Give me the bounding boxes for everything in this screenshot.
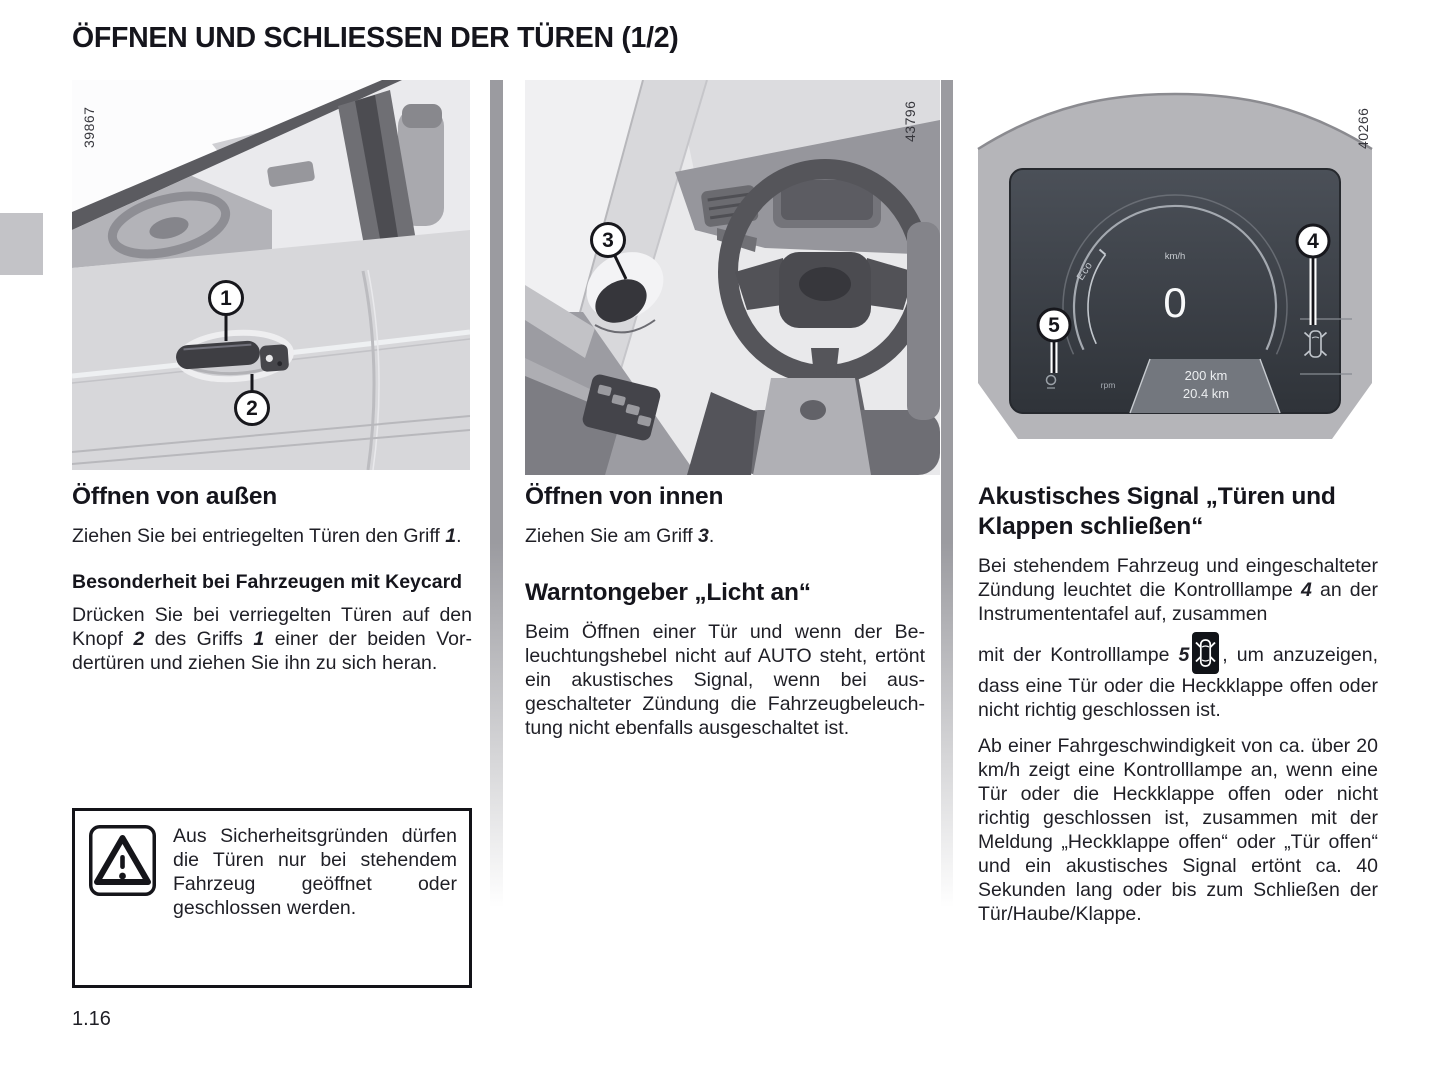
center-console [753, 378, 871, 475]
section-heading-light-warning: Warntongeber „Licht an“ [525, 579, 811, 606]
part-ref-5: 5 [1178, 644, 1190, 666]
section-heading-acoustic-signal: Akustisches Signal „Türen und Klappen schließen“ [978, 483, 1336, 540]
figure-interior-handle [525, 80, 940, 475]
rpm-label: rpm [1100, 380, 1116, 390]
callout-3-number: 3 [602, 229, 614, 252]
callout-5-number: 5 [1048, 314, 1060, 337]
part-ref-3: 3 [698, 525, 709, 547]
odometer-value: 200 km [1184, 368, 1228, 383]
paragraph: Ab einer Fahrgeschwindigkeit von ca. über 20 km/h zeigt eine Kontrolllampe an, wenn eine Tür oder die Heckklappe offen oder nicht richtig geschlossen ist, zusammen mit der Meldung „Heckklappe offen“ oder „Tür offen“ und ein akustisches Signal ertönt ca. 40 Sekunden lang oder bis zum Schließen der Tür/Haube/Klappe. [978, 735, 1378, 925]
speed-value: 0 [1163, 279, 1187, 326]
figure-exterior-door [72, 80, 470, 470]
callout-4-number: 4 [1307, 230, 1319, 253]
safety-warning-box [72, 808, 472, 988]
photo-id-exterior: 39867 [81, 106, 97, 148]
warning-triangle-icon [89, 825, 156, 901]
column-open-outside [72, 482, 472, 675]
callout-1-number: 1 [220, 287, 232, 310]
figure-instrument-cluster [970, 85, 1380, 455]
page-title: ÖFFNEN UND SCHLIESSEN DER TÜREN (1/2) [72, 22, 679, 54]
part-ref-1: 1 [445, 525, 457, 547]
paragraph: Ziehen Sie bei entriegelten Türen den Griff 1. [72, 525, 462, 547]
handle-lock-button [259, 344, 289, 372]
column-acoustic-signal [978, 482, 1378, 926]
subheading-keycard: Besonderheit bei Fahrzeugen mit Keycard [72, 571, 463, 593]
part-ref-2: 2 [133, 628, 145, 650]
eco-label: Eco [1074, 259, 1096, 283]
seat-back [907, 222, 940, 420]
speed-unit-label: km/h [1164, 251, 1186, 262]
photo-id-cluster: 40266 [1355, 107, 1371, 149]
chapter-edge-tab [0, 213, 43, 275]
callout-2-number: 2 [246, 397, 258, 420]
part-ref-4: 4 [1301, 579, 1312, 601]
column-divider-2 [941, 80, 953, 970]
photo-id-interior: 43796 [902, 100, 918, 142]
paragraph: Beim Öffnen einer Tür und wenn der Beleuchtungshebel nicht auf AUTO steht, ertönt ein akustisches Signal, wenn bei ausgeschalteter Zündung die Fahrzeugbeleuchtung nicht ebenfalls ausgeschaltet ist. [525, 621, 925, 739]
paragraph: mit der Kontrolllampe 5 , um anzuzeigen, dass eine Tür oder die Heckklappe offen oder nicht richtig geschlossen ist. [978, 632, 1378, 722]
paragraph: Ziehen Sie am Griff 3. [525, 525, 715, 547]
section-heading-open-outside: Öffnen von außen [72, 483, 278, 510]
door-open-warning-icon [1192, 632, 1219, 674]
page-number: 1.16 [72, 1008, 111, 1030]
paragraph: Bei stehendem Fahrzeug und eingeschalteter Zündung leuchtet die Kontrolllampe 4 an der Instrumententafel auf, zusammen [978, 555, 1378, 625]
part-ref-1: 1 [253, 628, 265, 650]
column-divider-1 [490, 80, 503, 970]
safety-note-text: Aus Sicherheitsgründen dürfen die Türen nur bei stehendem Fahrzeug geöffnet oder geschlossen werden. [173, 825, 457, 919]
trip-distance-value: 20.4 km [1182, 386, 1230, 401]
column-open-inside [525, 482, 925, 740]
paragraph: Drücken Sie bei verriegelten Türen auf den Knopf 2 des Griffs 1 einer der beiden Vordertüren und ziehen Sie ihn zu sich heran. [72, 604, 472, 674]
section-heading-open-inside: Öffnen von innen [525, 483, 724, 510]
